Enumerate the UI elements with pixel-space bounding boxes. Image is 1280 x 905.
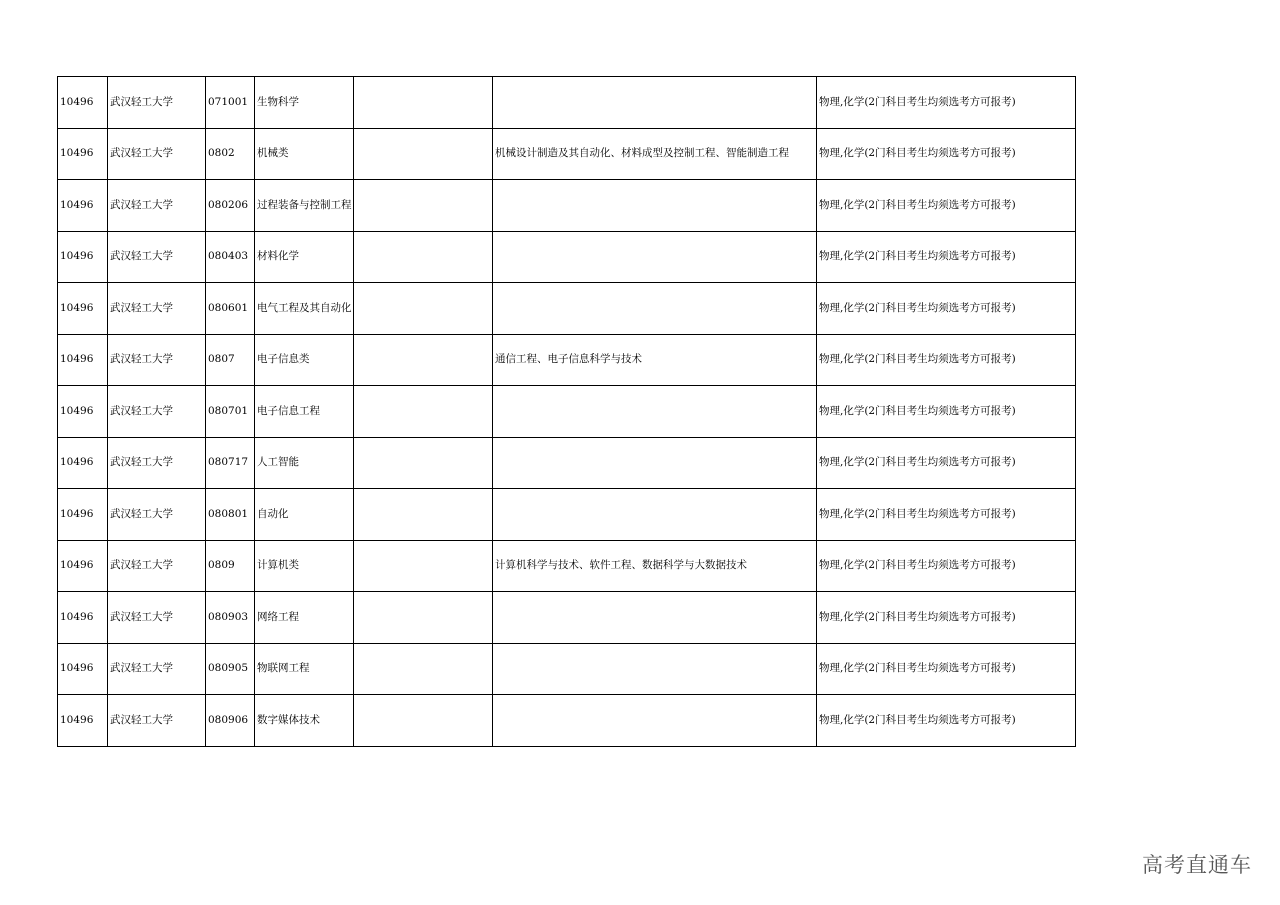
major-code-cell: 0809 bbox=[206, 540, 255, 592]
table-body bbox=[58, 77, 1076, 747]
subject-requirement-cell: 物理,化学(2门科目考生均须选考方可报考) bbox=[817, 77, 1076, 129]
subject-requirement-cell: 物理,化学(2门科目考生均须选考方可报考) bbox=[817, 231, 1076, 283]
institution-name-cell: 武汉轻工大学 bbox=[108, 386, 206, 438]
subject-requirement-cell: 物理,化学(2门科目考生均须选考方可报考) bbox=[817, 437, 1076, 489]
subject-requirement-cell: 物理,化学(2门科目考生均须选考方可报考) bbox=[817, 695, 1076, 747]
table-row bbox=[58, 643, 1076, 695]
institution-name-cell: 武汉轻工大学 bbox=[108, 437, 206, 489]
institution-name-cell: 武汉轻工大学 bbox=[108, 489, 206, 541]
subject-requirement-cell: 物理,化学(2门科目考生均须选考方可报考) bbox=[817, 540, 1076, 592]
institution-name-cell: 武汉轻工大学 bbox=[108, 231, 206, 283]
major-code-cell: 080906 bbox=[206, 695, 255, 747]
included-majors-cell bbox=[493, 77, 817, 129]
institution-code-cell: 10496 bbox=[58, 334, 108, 386]
subject-requirement-cell: 物理,化学(2门科目考生均须选考方可报考) bbox=[817, 592, 1076, 644]
institution-code-cell: 10496 bbox=[58, 643, 108, 695]
subject-requirement-cell: 物理,化学(2门科目考生均须选考方可报考) bbox=[817, 180, 1076, 232]
institution-name-cell: 武汉轻工大学 bbox=[108, 643, 206, 695]
included-majors-cell bbox=[493, 283, 817, 335]
table-row bbox=[58, 437, 1076, 489]
table-row bbox=[58, 489, 1076, 541]
major-code-cell: 080717 bbox=[206, 437, 255, 489]
major-name-cell: 人工智能 bbox=[255, 437, 354, 489]
major-name-cell: 电气工程及其自动化 bbox=[255, 283, 354, 335]
major-code-cell: 071001 bbox=[206, 77, 255, 129]
institution-name-cell: 武汉轻工大学 bbox=[108, 283, 206, 335]
major-code-cell: 080903 bbox=[206, 592, 255, 644]
major-code-cell: 080801 bbox=[206, 489, 255, 541]
institution-code-cell: 10496 bbox=[58, 77, 108, 129]
institution-code-cell: 10496 bbox=[58, 437, 108, 489]
included-majors-cell: 计算机科学与技术、软件工程、数据科学与大数据技术 bbox=[493, 540, 817, 592]
table-row bbox=[58, 695, 1076, 747]
note-cell bbox=[354, 386, 493, 438]
note-cell bbox=[354, 128, 493, 180]
subject-requirement-cell: 物理,化学(2门科目考生均须选考方可报考) bbox=[817, 643, 1076, 695]
major-name-cell: 自动化 bbox=[255, 489, 354, 541]
major-code-cell: 080403 bbox=[206, 231, 255, 283]
major-code-cell: 080601 bbox=[206, 283, 255, 335]
major-code-cell: 0802 bbox=[206, 128, 255, 180]
institution-name-cell: 武汉轻工大学 bbox=[108, 180, 206, 232]
note-cell bbox=[354, 540, 493, 592]
table-row bbox=[58, 180, 1076, 232]
institution-name-cell: 武汉轻工大学 bbox=[108, 540, 206, 592]
subject-requirement-cell: 物理,化学(2门科目考生均须选考方可报考) bbox=[817, 489, 1076, 541]
major-name-cell: 材料化学 bbox=[255, 231, 354, 283]
institution-name-cell: 武汉轻工大学 bbox=[108, 592, 206, 644]
note-cell bbox=[354, 77, 493, 129]
note-cell bbox=[354, 592, 493, 644]
included-majors-cell bbox=[493, 180, 817, 232]
major-requirements-table bbox=[57, 76, 1076, 747]
institution-name-cell: 武汉轻工大学 bbox=[108, 334, 206, 386]
institution-code-cell: 10496 bbox=[58, 540, 108, 592]
major-code-cell: 080701 bbox=[206, 386, 255, 438]
table-row bbox=[58, 283, 1076, 335]
table-row bbox=[58, 592, 1076, 644]
table-row bbox=[58, 334, 1076, 386]
included-majors-cell bbox=[493, 592, 817, 644]
watermark: 高考直通车 bbox=[1142, 853, 1252, 877]
major-name-cell: 数字媒体技术 bbox=[255, 695, 354, 747]
institution-name-cell: 武汉轻工大学 bbox=[108, 695, 206, 747]
note-cell bbox=[354, 489, 493, 541]
table-row bbox=[58, 231, 1076, 283]
institution-code-cell: 10496 bbox=[58, 489, 108, 541]
major-code-cell: 0807 bbox=[206, 334, 255, 386]
note-cell bbox=[354, 283, 493, 335]
major-name-cell: 过程装备与控制工程 bbox=[255, 180, 354, 232]
included-majors-cell: 通信工程、电子信息科学与技术 bbox=[493, 334, 817, 386]
included-majors-cell bbox=[493, 643, 817, 695]
major-name-cell: 网络工程 bbox=[255, 592, 354, 644]
note-cell bbox=[354, 695, 493, 747]
included-majors-cell bbox=[493, 231, 817, 283]
major-name-cell: 物联网工程 bbox=[255, 643, 354, 695]
institution-code-cell: 10496 bbox=[58, 592, 108, 644]
table-row bbox=[58, 128, 1076, 180]
institution-code-cell: 10496 bbox=[58, 386, 108, 438]
major-code-cell: 080206 bbox=[206, 180, 255, 232]
institution-code-cell: 10496 bbox=[58, 231, 108, 283]
note-cell bbox=[354, 334, 493, 386]
subject-requirement-cell: 物理,化学(2门科目考生均须选考方可报考) bbox=[817, 128, 1076, 180]
major-code-cell: 080905 bbox=[206, 643, 255, 695]
included-majors-cell bbox=[493, 695, 817, 747]
table-row bbox=[58, 540, 1076, 592]
major-name-cell: 机械类 bbox=[255, 128, 354, 180]
included-majors-cell bbox=[493, 386, 817, 438]
note-cell bbox=[354, 231, 493, 283]
institution-code-cell: 10496 bbox=[58, 180, 108, 232]
institution-name-cell: 武汉轻工大学 bbox=[108, 128, 206, 180]
major-name-cell: 电子信息工程 bbox=[255, 386, 354, 438]
institution-code-cell: 10496 bbox=[58, 283, 108, 335]
table-row bbox=[58, 77, 1076, 129]
included-majors-cell bbox=[493, 489, 817, 541]
table-row bbox=[58, 386, 1076, 438]
subject-requirement-cell: 物理,化学(2门科目考生均须选考方可报考) bbox=[817, 386, 1076, 438]
note-cell bbox=[354, 643, 493, 695]
included-majors-cell bbox=[493, 437, 817, 489]
subject-requirement-cell: 物理,化学(2门科目考生均须选考方可报考) bbox=[817, 334, 1076, 386]
institution-code-cell: 10496 bbox=[58, 695, 108, 747]
institution-name-cell: 武汉轻工大学 bbox=[108, 77, 206, 129]
major-name-cell: 计算机类 bbox=[255, 540, 354, 592]
institution-code-cell: 10496 bbox=[58, 128, 108, 180]
note-cell bbox=[354, 437, 493, 489]
note-cell bbox=[354, 180, 493, 232]
subject-requirement-cell: 物理,化学(2门科目考生均须选考方可报考) bbox=[817, 283, 1076, 335]
major-name-cell: 生物科学 bbox=[255, 77, 354, 129]
included-majors-cell: 机械设计制造及其自动化、材料成型及控制工程、智能制造工程 bbox=[493, 128, 817, 180]
major-name-cell: 电子信息类 bbox=[255, 334, 354, 386]
